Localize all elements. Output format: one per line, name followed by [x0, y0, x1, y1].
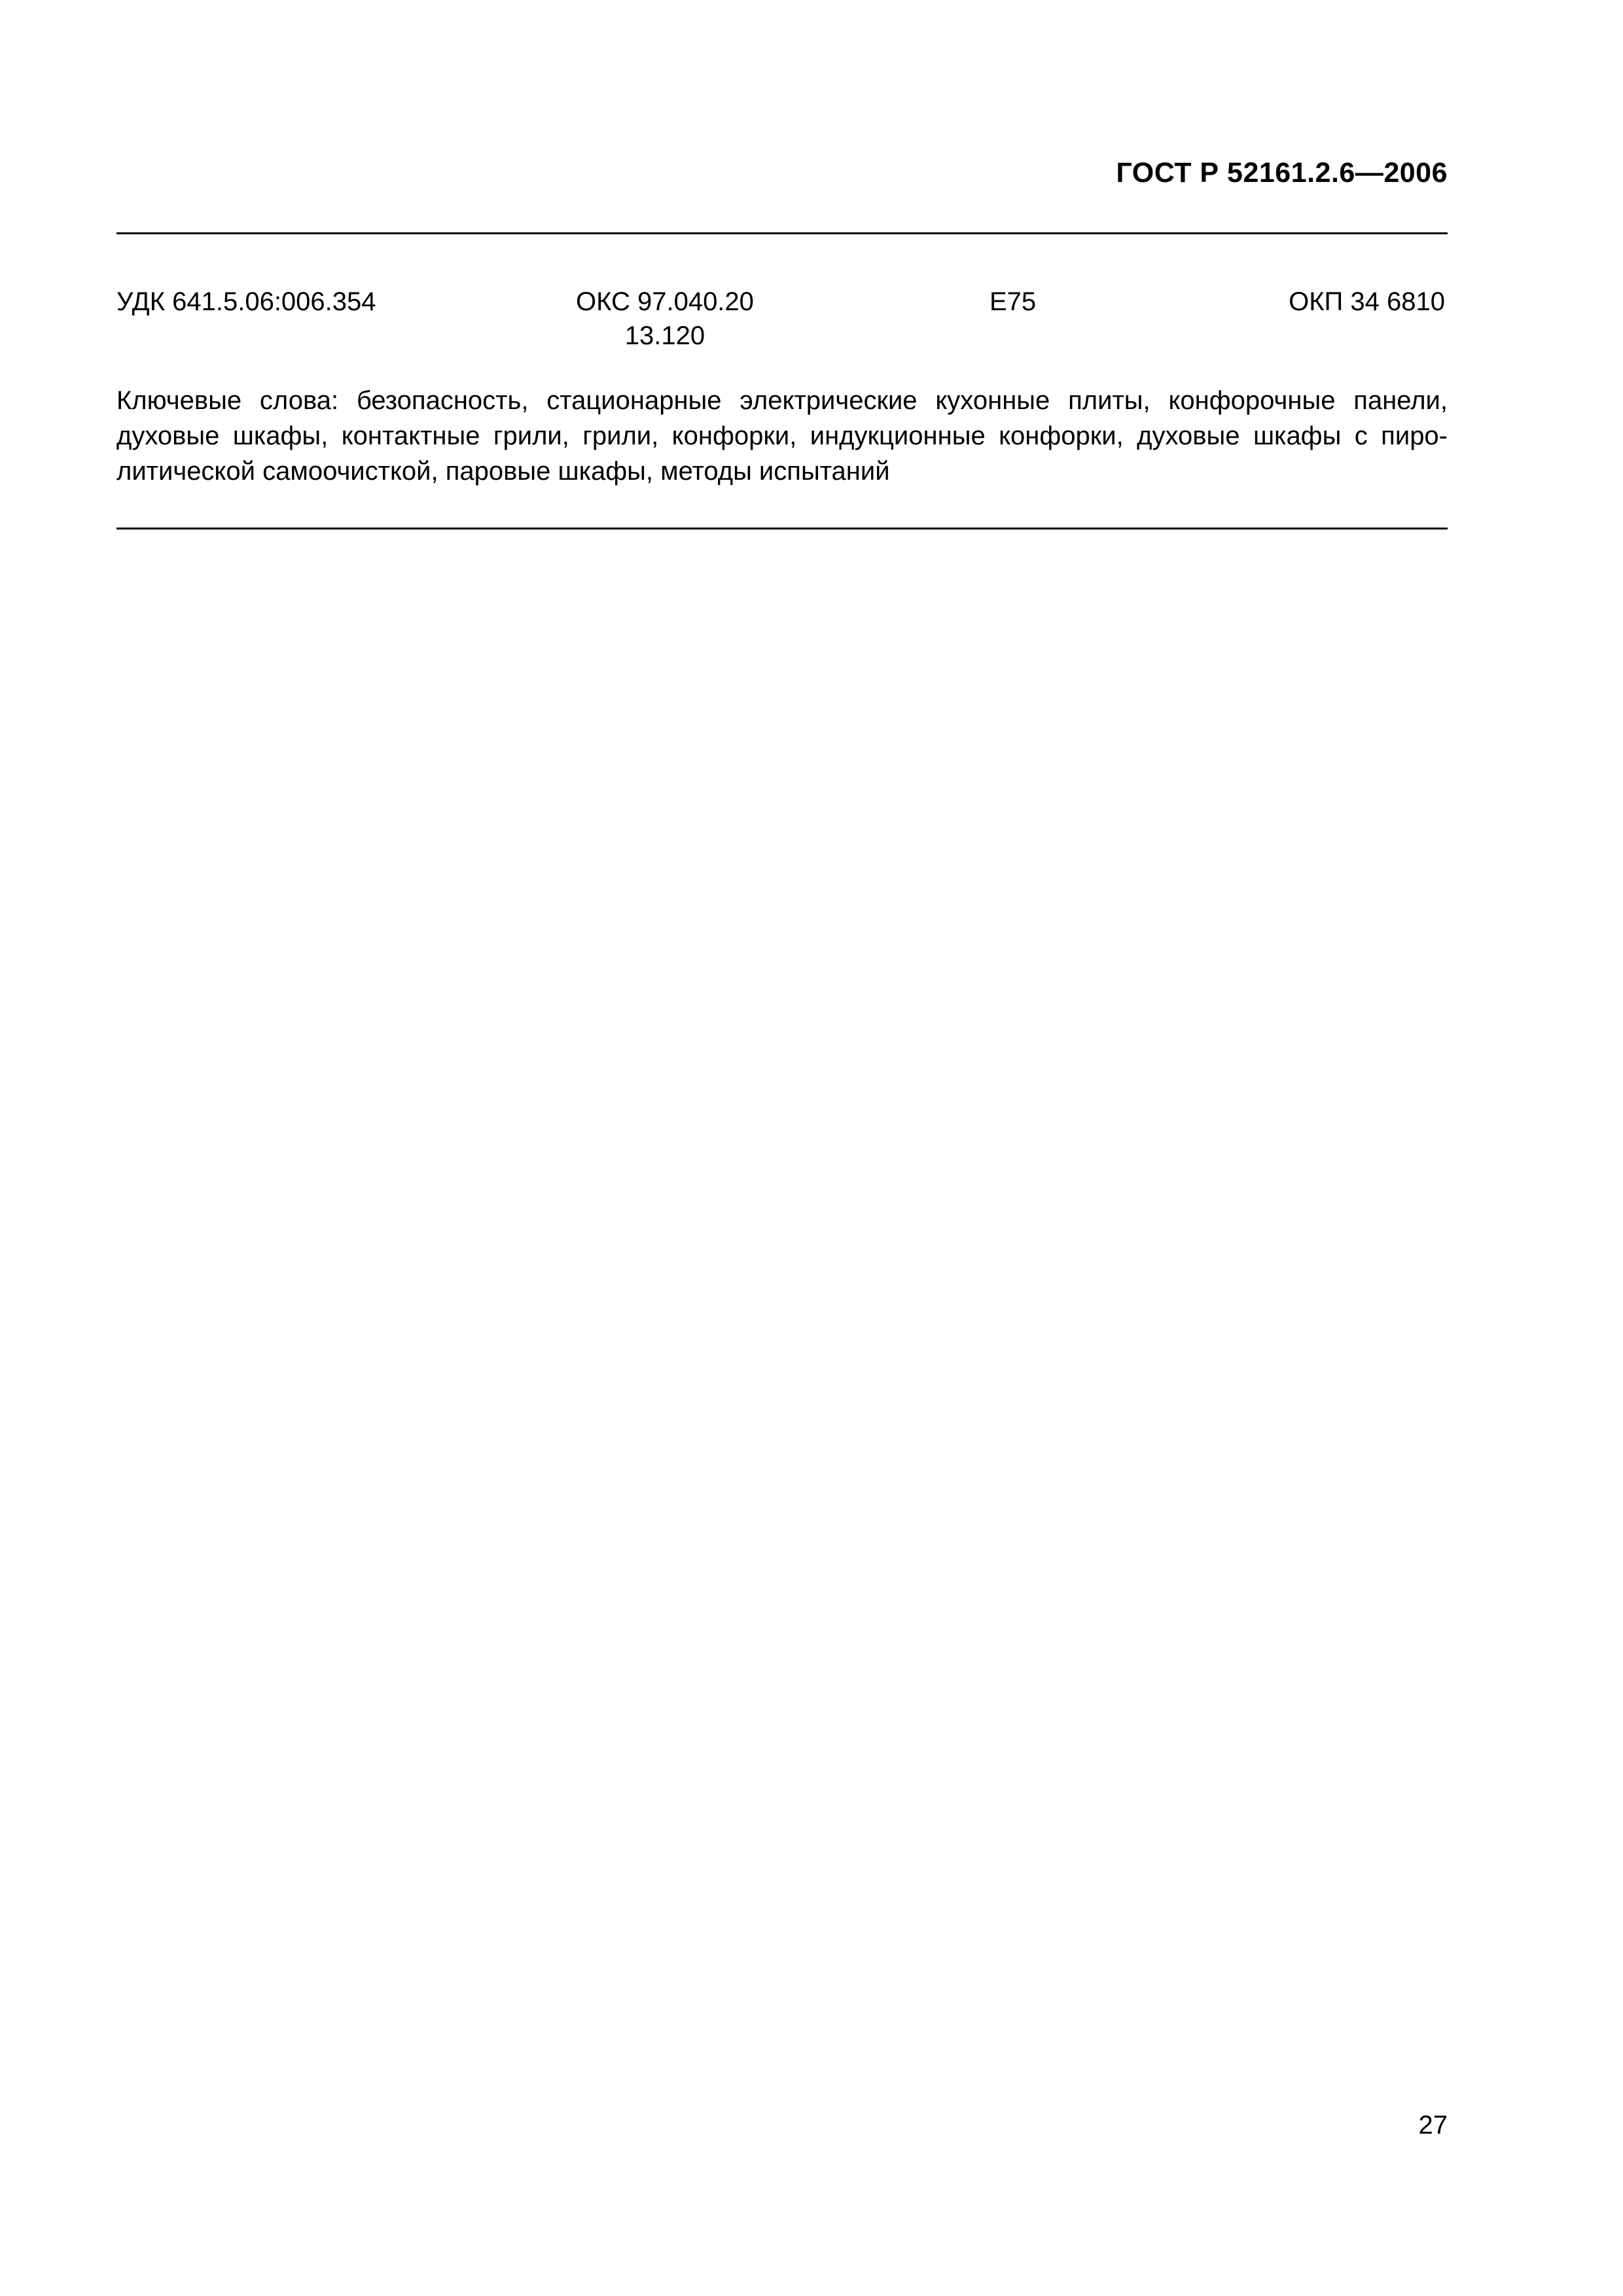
bottom-divider: [116, 528, 1448, 529]
okp-code: ОКП 34 6810: [1289, 287, 1445, 316]
top-divider: [116, 232, 1448, 234]
udk-code: УДК 641.5.06:006.354: [116, 287, 376, 316]
document-code: ГОСТ Р 52161.2.6—2006: [1116, 157, 1448, 188]
keywords-line-2: духовые шкафы, контактные грили, грили, конфорки, индукционные конфорки, духовые шкафы с пиро-: [116, 422, 1448, 450]
keywords-line-1: Ключевые слова: безопасность, стационарные электрические кухонные плиты, конфорочные панели,: [116, 386, 1448, 415]
oks-code-line-2: 13.120: [624, 321, 705, 350]
keywords-line-3: литической самоочисткой, паровые шкафы, методы испытаний: [116, 457, 890, 486]
keywords-paragraph: [116, 383, 1448, 489]
oks-code-line-1: ОКС 97.040.20: [576, 287, 754, 316]
group-code: Е75: [990, 287, 1037, 316]
page-number: 27: [1418, 2111, 1448, 2140]
oks-code: [576, 285, 754, 353]
